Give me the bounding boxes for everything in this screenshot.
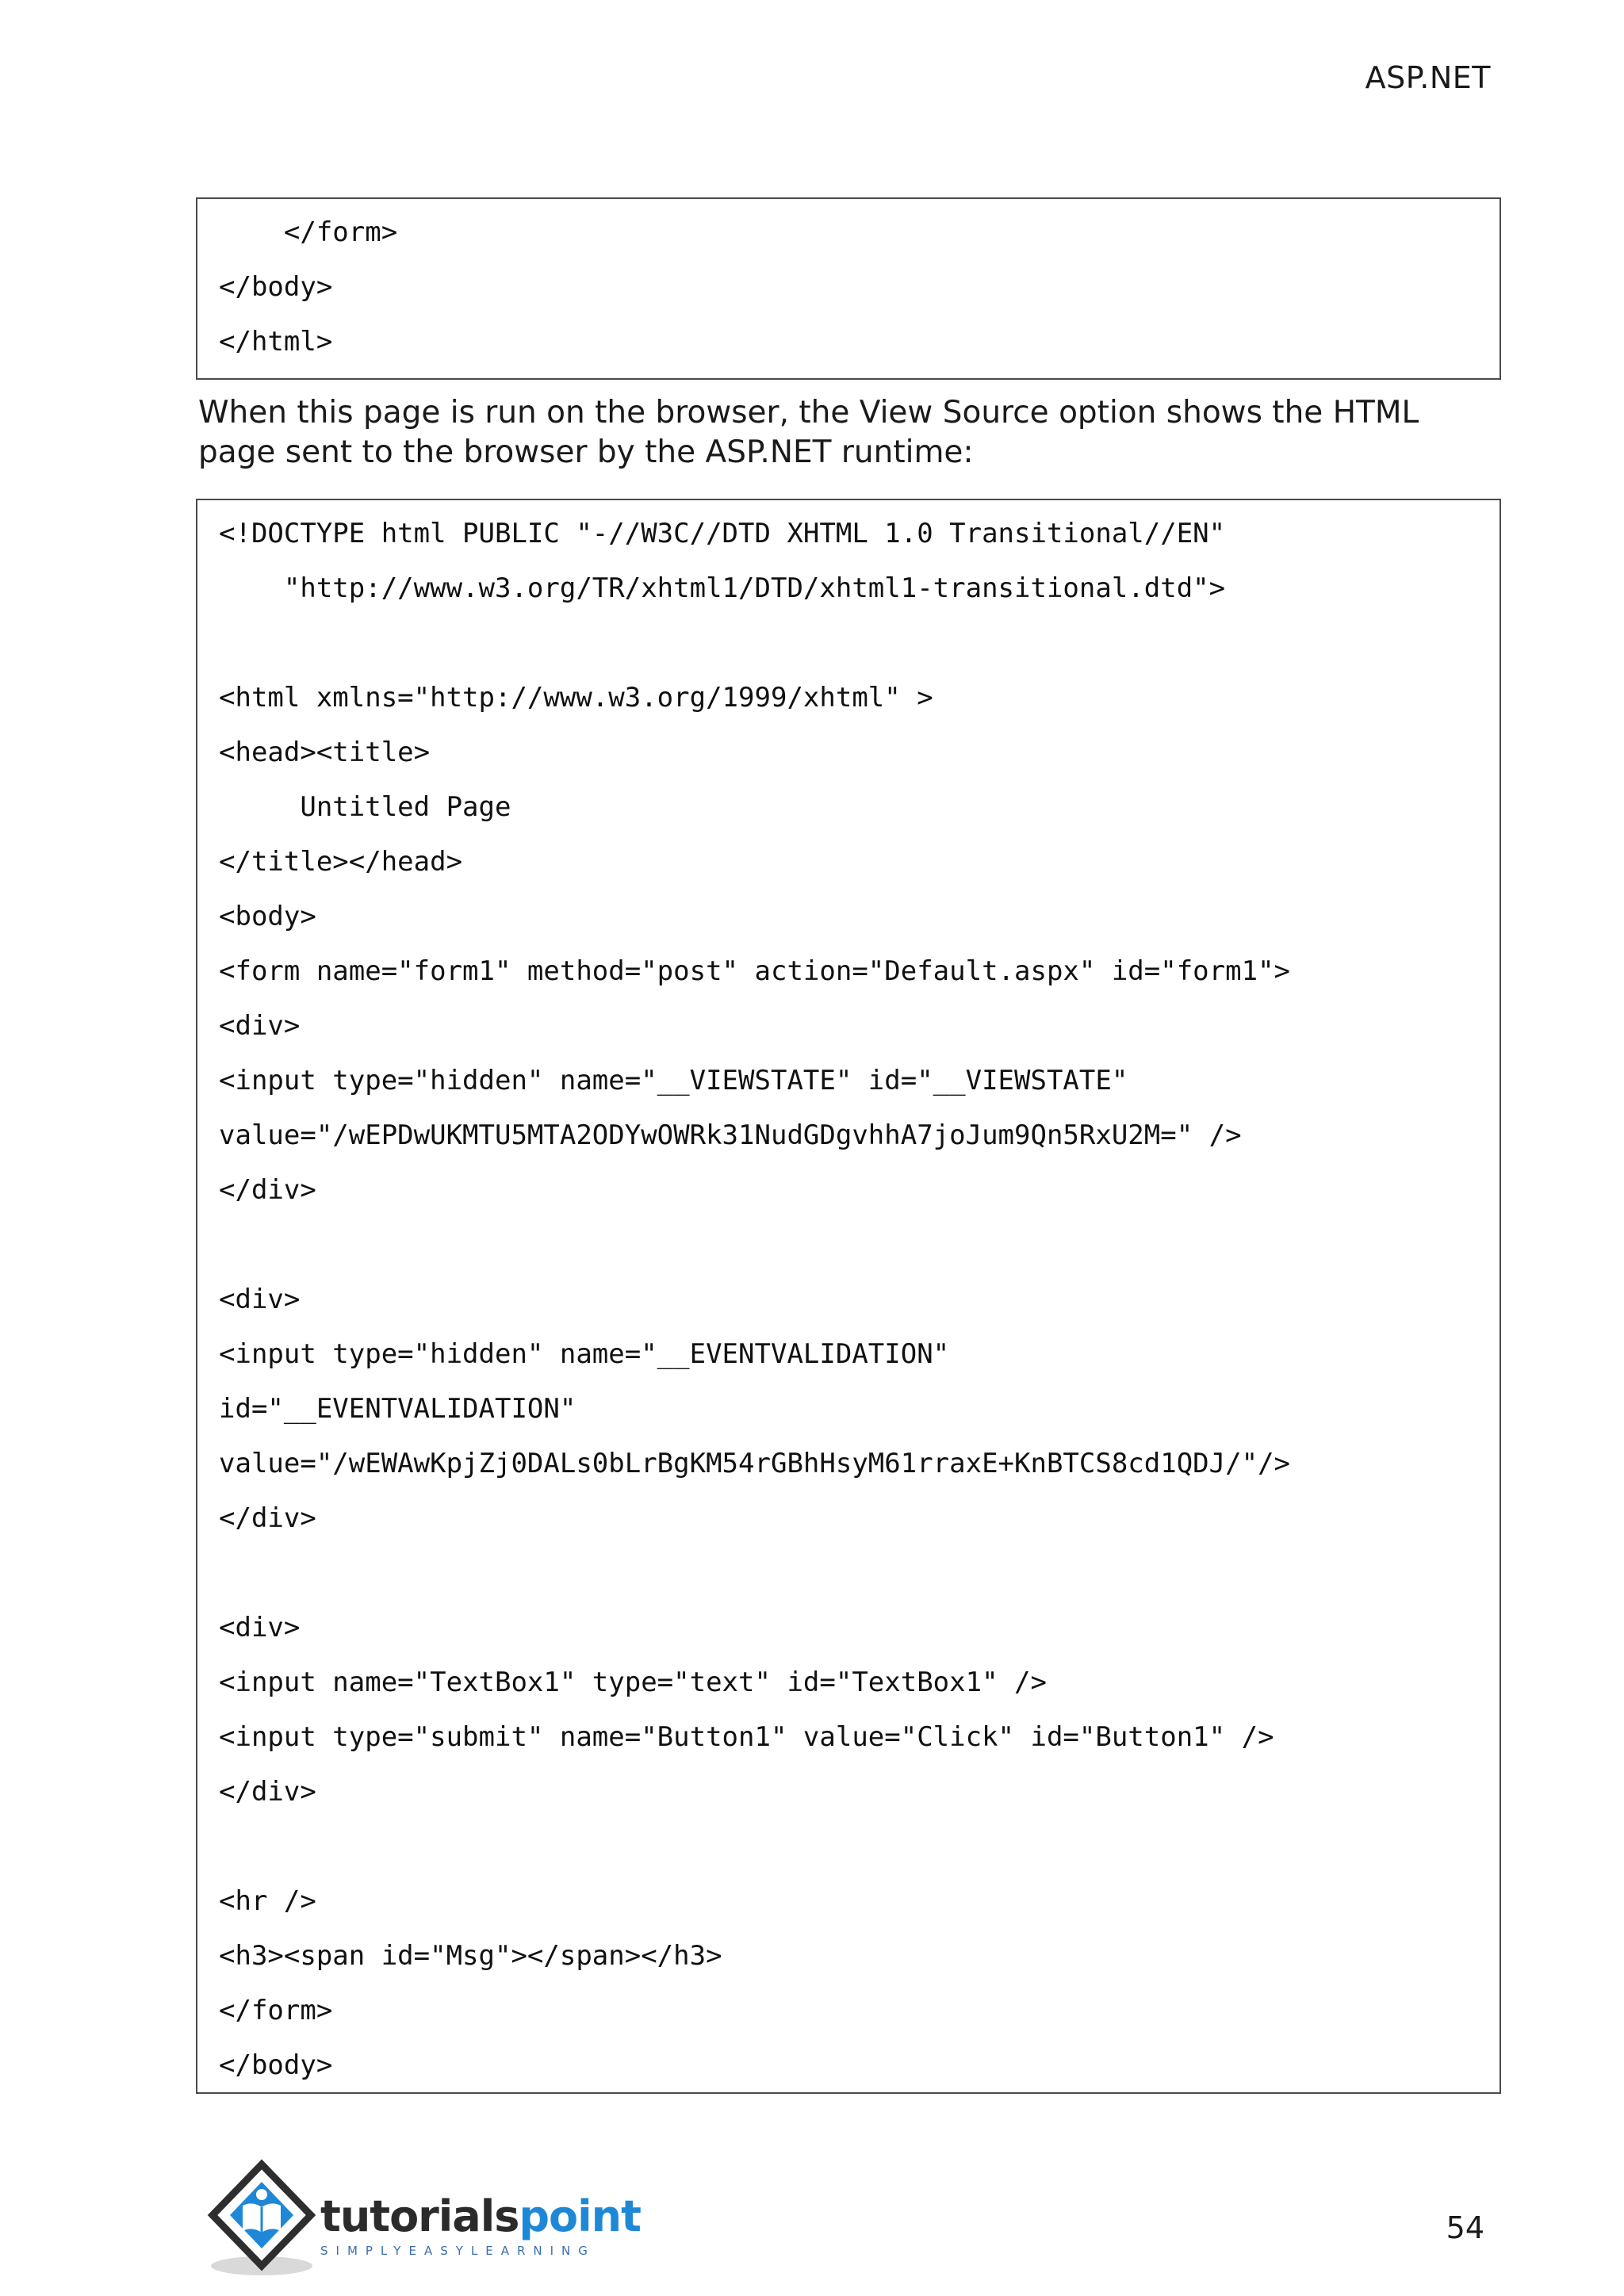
code-line: <html xmlns="http://www.w3.org/1999/xhtml" >	[219, 682, 933, 714]
code-line: <h3><span id="Msg"></span></h3>	[219, 1940, 722, 1972]
book-diamond-icon	[200, 2155, 319, 2282]
code-line: Untitled Page	[219, 791, 511, 823]
code-line: </div>	[219, 1502, 316, 1534]
code-line: </div>	[219, 1776, 316, 1808]
code-line: <body>	[219, 901, 316, 932]
code-line: <!DOCTYPE html PUBLIC "-//W3C//DTD XHTML 1.0 Transitional//EN"	[219, 518, 1226, 549]
code-line: </body>	[219, 2049, 333, 2081]
code-line: <div>	[219, 1010, 301, 1042]
intro-text: When this page is run on the browser, the View Source option shows the HTML page sent to the browser by the ASP.NET runtime:	[198, 395, 1419, 470]
logo-wordmark	[320, 2191, 641, 2241]
code-line	[219, 1552, 1500, 1607]
page-number: 54	[1446, 2210, 1484, 2245]
logo-wordmark-tutorials: tutorials	[320, 2191, 519, 2241]
code-line: <hr />	[219, 1885, 316, 1917]
logo-wordmark-point: point	[519, 2191, 641, 2241]
code-line: </html>	[219, 326, 333, 358]
intro-paragraph	[198, 393, 1499, 473]
code-line: "http://www.w3.org/TR/xhtml1/DTD/xhtml1-transitional.dtd">	[219, 572, 1226, 604]
code-line: </title></head>	[219, 846, 463, 878]
code-line: <input type="hidden" name="__VIEWSTATE" id="__VIEWSTATE"	[219, 1065, 1128, 1096]
code-line	[219, 622, 1500, 677]
code-line	[219, 1224, 1500, 1279]
code-line: <form name="form1" method="post" action="Default.aspx" id="form1">	[219, 955, 1291, 987]
code-line: </form>	[219, 216, 398, 248]
code-line: value="/wEPDwUKMTU5MTA2ODYwOWRk31NudGDgvhhA7joJum9Qn5RxU2M=" />	[219, 1119, 1242, 1151]
code-line	[219, 1826, 1500, 1881]
code-line: </form>	[219, 1995, 333, 2026]
code-line: <head><title>	[219, 737, 431, 768]
code-line: <div>	[219, 1612, 301, 1644]
code-line: <input name="TextBox1" type="text" id="TextBox1" />	[219, 1667, 1047, 1698]
code-line: <input type="hidden" name="__EVENTVALIDATION"	[219, 1338, 950, 1370]
code-line: value="/wEWAwKpjZj0DALs0bLrBgKM54rGBhHsyM61rraxE+KnBTCS8cd1QDJ/"/>	[219, 1448, 1291, 1479]
running-header-title: ASP.NET	[1365, 60, 1491, 95]
code-block-view-source	[196, 499, 1501, 2094]
tutorialspoint-logo	[200, 2155, 641, 2282]
code-line: <div>	[219, 1284, 301, 1315]
code-line: <input type="submit" name="Button1" value="Click" id="Button1" />	[219, 1721, 1274, 1753]
logo-tagline: SIMPLYEASYLEARNING	[320, 2244, 596, 2258]
code-block-continuation	[196, 197, 1501, 380]
code-line: </div>	[219, 1174, 316, 1206]
code-line: </body>	[219, 271, 333, 303]
code-line: id="__EVENTVALIDATION"	[219, 1393, 576, 1425]
